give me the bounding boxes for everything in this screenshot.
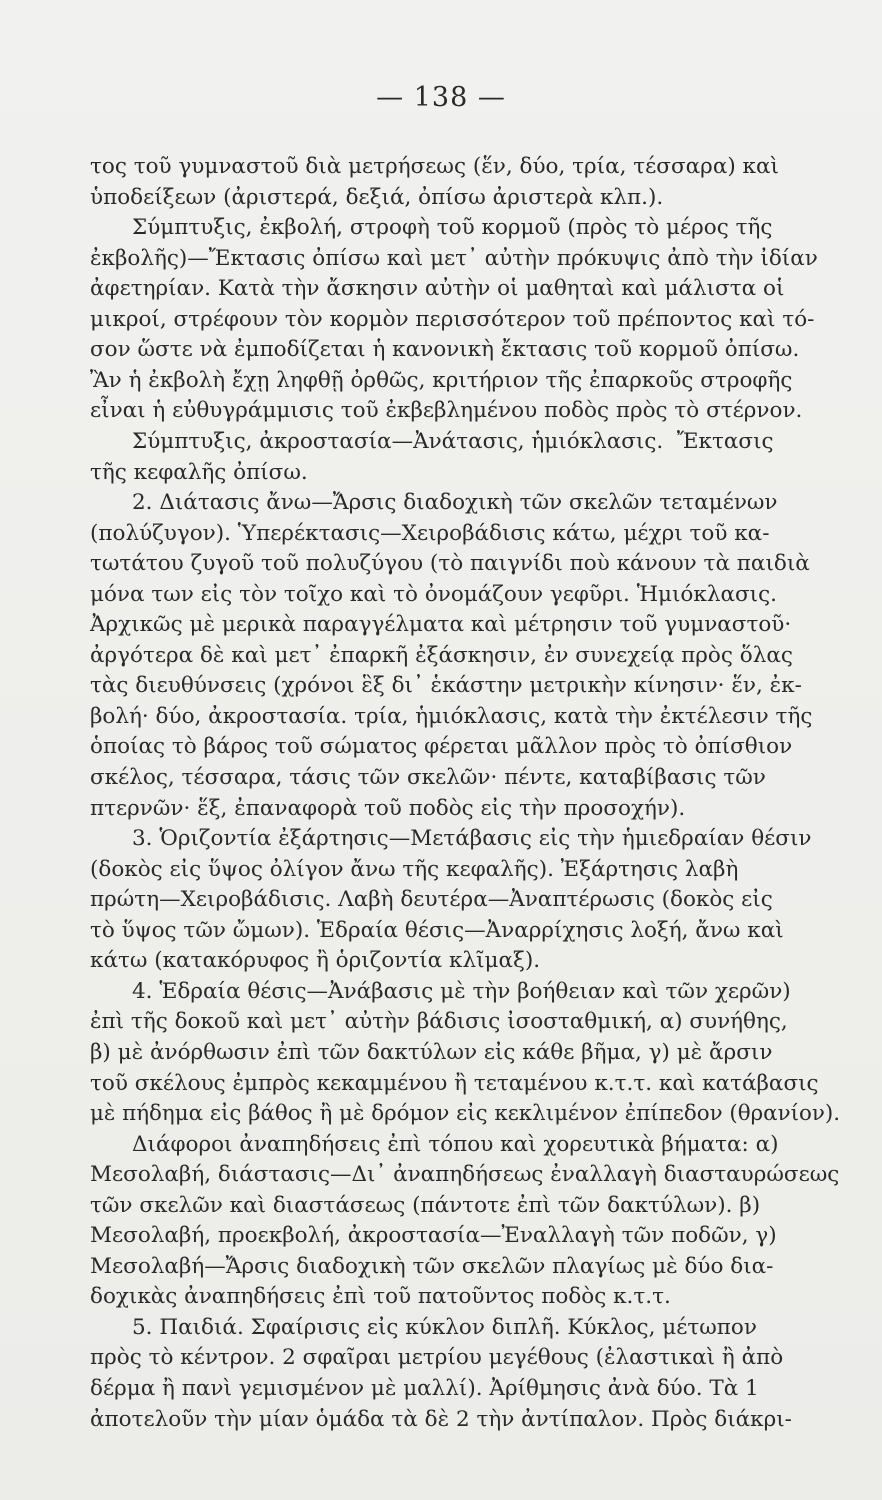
text-line: πτερνῶν· ἕξ, ἐπαναφορὰ τοῦ ποδὸς εἰς τὴν προσοχήν). <box>90 795 686 821</box>
text-line: ἐπὶ τῆς δοκοῦ καὶ μετ᾽ αὐτὴν βάδισις ἰσοσταθμική, α) συνήθης, <box>90 1009 788 1035</box>
text-line: ἀποτελοῦν τὴν μίαν ὁμάδα τὰ δὲ 2 τὴν ἀντίπαλον. Πρὸς διάκρι- <box>90 1406 792 1432</box>
text-line: πρώτη—Χειροβάδισις. Λαβὴ δευτέρα—Ἀναπτέρωσις (δοκὸς εἰς <box>90 887 773 913</box>
text-line: τῶν σκελῶν καὶ διαστάσεως (πάντοτε ἐπὶ τῶν δακτύλων). β) <box>90 1192 761 1218</box>
text-line: Διάφοροι ἀναπηδήσεις ἐπὶ τόπου καὶ χορευτικὰ βήματα: α) <box>132 1131 779 1157</box>
text-line: σκέλος, τέσσαρα, τάσις τῶν σκελῶν· πέντε, καταβίβασις τῶν <box>90 765 766 790</box>
text-line: τῆς κεφαλῆς ὀπίσω. <box>90 459 308 485</box>
text-line: Σύμπτυξις, ἀκροστασία—Ἀνάτασις, ἡμιόκλασις. Ἔκτασις <box>132 428 774 454</box>
text-line: μὲ πήδημα εἰς βάθος ἢ μὲ δρόμον εἰς κεκλιμένον ἐπίπεδον (θρανίον). <box>90 1101 841 1127</box>
text-line: Σύμπτυξις, ἐκβολή, στροφὴ τοῦ κορμοῦ (πρὸς τὸ μέρος τῆς <box>132 215 773 241</box>
text-line: τὸ ὕψος τῶν ὤμων). Ἑδραία θέσις—Ἀναρρίχησις λοξή, ἄνω καὶ <box>90 917 784 943</box>
text-line: ὁποίας τὸ βάρος τοῦ σώματος φέρεται μᾶλλον πρὸς τὸ ὀπίσθιον <box>90 734 793 760</box>
text-line: ἀφετηρίαν. Κατὰ τὴν ἄσκησιν αὐτὴν οἱ μαθηταὶ καὶ μάλιστα οἱ <box>90 276 785 302</box>
text-line: τωτάτου ζυγοῦ τοῦ πολυζύγου (τὸ παιγνίδι ποὺ κάνουν τὰ παιδιὰ <box>90 551 810 577</box>
text-line: Ἀρχικῶς μὲ μερικὰ παραγγέλματα καὶ μέτρησιν τοῦ γυμναστοῦ· <box>90 612 792 638</box>
text-line: μόνα των εἰς τὸν τοῖχο καὶ τὸ ὀνομάζουν γεφῦρι. Ἡμιόκλασις. <box>90 581 777 607</box>
text-line: (δοκὸς εἰς ὕψος ὀλίγον ἄνω τῆς κεφαλῆς). Ἐξάρτησις λαβὴ <box>90 856 739 882</box>
text-line: βολή· δύο, ἀκροστασία. τρία, ἡμιόκλασις, κατὰ τὴν ἐκτέλεσιν τῆς <box>90 703 813 729</box>
text-line: τοῦ σκέλους ἐμπρὸς κεκαμμένου ἢ τεταμένου κ.τ.τ. καὶ κατάβασις <box>90 1070 819 1096</box>
text-line: πρὸς τὸ κέντρον. 2 σφαῖραι μετρίου μεγέθους (ἐλαστικαὶ ἢ ἀπὸ <box>90 1345 784 1371</box>
text-line: 4. Ἑδραία θέσις—Ἀνάβασις μὲ τὴν βοήθειαν καὶ τῶν χερῶν) <box>132 978 791 1004</box>
text-line: Μεσολαβή—Ἄρσις διαδοχικὴ τῶν σκελῶν πλαγίως μὲ δύο δια- <box>90 1253 774 1279</box>
text-line: ἀργότερα δὲ καὶ μετ᾽ ἐπαρκῆ ἐξάσκησιν, ἐν συνεχείᾳ πρὸς ὅλας <box>90 642 793 668</box>
text-line: μικροί, στρέφουν τὸν κορμὸν περισσότερον τοῦ πρέποντος καὶ τό- <box>90 306 815 332</box>
text-line: 2. Διάτασις ἄνω—Ἄρσις διαδοχικὴ τῶν σκελῶν τεταμένων <box>132 490 778 516</box>
text-line: σον ὥστε νὰ ἐμποδίζεται ἡ κανονικὴ ἔκτασις τοῦ κορμοῦ ὀπίσω. <box>90 337 800 363</box>
text-line: κάτω (κατακόρυφος ἢ ὁριζοντία κλῖμαξ). <box>90 948 541 974</box>
text-line: δέρμα ἢ πανὶ γεμισμένον μὲ μαλλί). Ἀρίθμησις ἀνὰ δύο. Τὰ 1 <box>90 1376 759 1401</box>
text-line: δοχικὰς ἀναπηδήσεις ἐπὶ τοῦ πατοῦντος ποδὸς κ.τ.τ. <box>90 1284 671 1310</box>
text-line: Μεσολαβή, διάστασις—Δι᾽ ἀναπηδήσεως ἐναλλαγὴ διασταυρώσεως <box>90 1162 840 1188</box>
page-number-header: — 138 — <box>376 82 506 113</box>
text-line: ὑποδείξεων (ἀριστερά, δεξιά, ὀπίσω ἀριστερὰ κλπ.). <box>90 184 664 210</box>
text-line: τὰς διευθύνσεις (χρόνοι ἓξ δι᾽ ἑκάστην μετρικὴν κίνησιν· ἕν, ἐκ- <box>90 673 802 699</box>
text-line: 3. Ὁριζοντία ἐξάρτησις—Μετάβασις εἰς τὴν ἡμιεδραίαν θέσιν <box>132 826 812 852</box>
text-line: (πολύζυγον). Ὑπερέκτασις—Χειροβάδισις κάτω, μέχρι τοῦ κα- <box>90 520 770 546</box>
text-line: Μεσολαβή, προεκβολή, ἀκροστασία—Ἐναλλαγὴ τῶν ποδῶν, γ) <box>90 1223 777 1249</box>
text-line: εἶναι ἡ εὐθυγράμμισις τοῦ ἐκβεβλημένου ποδὸς πρὸς τὸ στέρνον. <box>90 398 803 424</box>
text-line: Ἂν ἡ ἐκβολὴ ἔχῃ ληφθῇ ὀρθῶς, κριτήριον τῆς ἐπαρκοῦς στροφῆς <box>90 367 793 393</box>
text-line: τος τοῦ γυμναστοῦ διὰ μετρήσεως (ἕν, δύο, τρία, τέσσαρα) καὶ <box>90 154 779 179</box>
text-line: 5. Παιδιά. Σφαίρισις εἰς κύκλον διπλῆ. Κύκλος, μέτωπον <box>132 1314 757 1340</box>
text-line: β) μὲ ἀνόρθωσιν ἐπὶ τῶν δακτύλων εἰς κάθε βῆμα, γ) μὲ ἄρσιν <box>90 1039 773 1065</box>
text-line: ἐκβολῆς)—Ἔκτασις ὀπίσω καὶ μετ᾽ αὐτὴν πρόκυψις ἀπὸ τὴν ἰδίαν <box>90 245 818 271</box>
